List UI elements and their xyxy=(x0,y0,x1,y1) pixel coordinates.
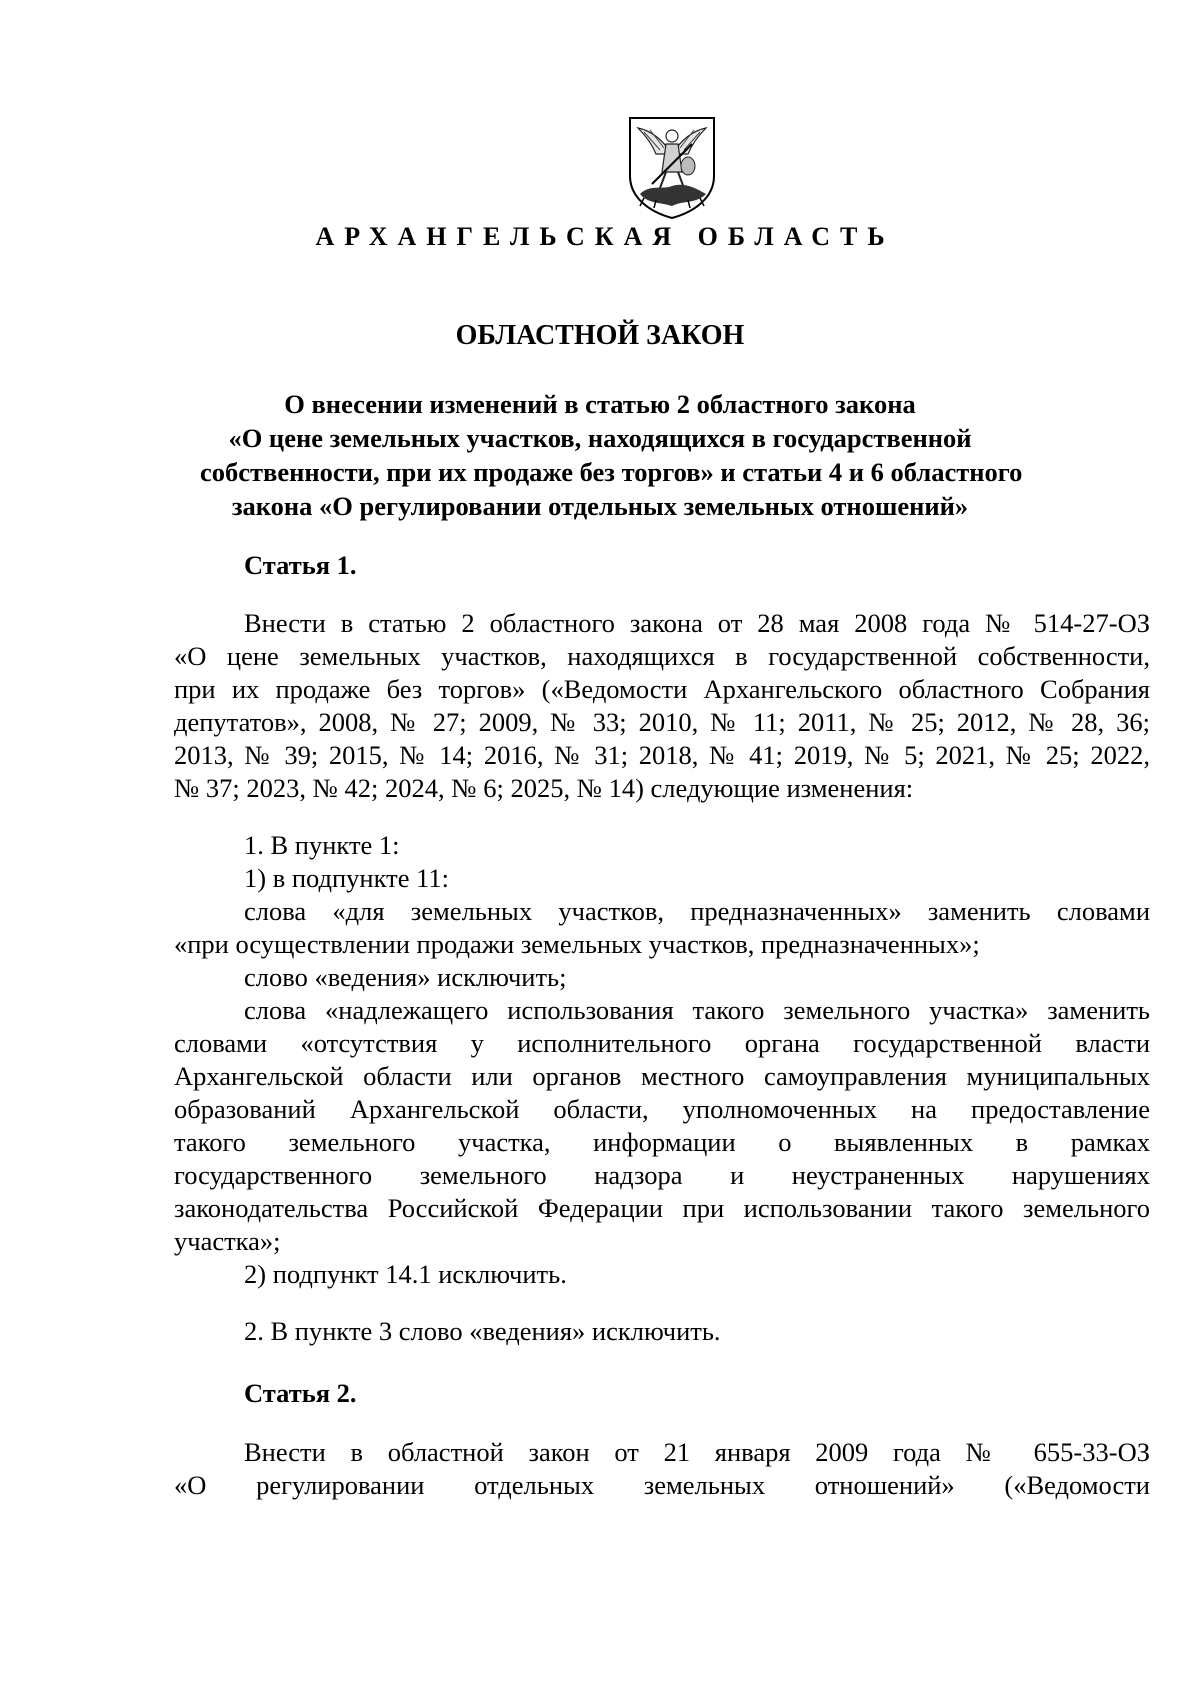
article-1-change-line: слова «для земельных участков, предназначенных» заменить словами xyxy=(244,896,1150,926)
article-1-change-line: государственного земельного надзора и неустраненных нарушениях xyxy=(174,1160,1150,1190)
article-1-change-line: участка»; xyxy=(174,1226,281,1256)
article-1-change-line: такого земельного участка, информации о выявленных в рамках xyxy=(174,1127,1150,1157)
article-1-intro-line: «О цене земельных участков, находящихся в государственной собственности, xyxy=(174,641,1150,671)
article-1-subitem-2: 2) подпункт 14.1 исключить. xyxy=(244,1259,567,1289)
article-1-change-line: словами «отсутствия у исполнительного органа государственной власти xyxy=(174,1028,1150,1058)
article-1-change-line: Архангельской области или органов местного самоуправления муниципальных xyxy=(174,1061,1150,1091)
law-title-line: «О цене земельных участков, находящихся в государственной xyxy=(228,423,972,453)
region-name: АРХАНГЕЛЬСКАЯ ОБЛАСТЬ xyxy=(315,222,895,251)
article-1-subitem-1: 1) в подпункте 11: xyxy=(244,863,449,893)
article-1-item-1: 1. В пункте 1: xyxy=(244,830,400,860)
article-1-intro-line: 2013, № 39; 2015, № 14; 2016, № 31; 2018, № 41; 2019, № 5; 2021, № 25; 2022, xyxy=(174,740,1150,770)
article-1-intro-line: при их продаже без торгов» («Ведомости Архангельского областного Собрания xyxy=(174,674,1150,704)
article-1-change-line: слова «надлежащего использования такого земельного участка» заменить xyxy=(244,995,1150,1025)
article-1-change-line: слово «ведения» исключить; xyxy=(244,962,567,992)
article-2-intro-line: «О регулировании отдельных земельных отношений» («Ведомости xyxy=(174,1470,1150,1500)
law-title-line: собственности, при их продаже без торгов» и статьи 4 и 6 областного xyxy=(200,457,1023,487)
law-type-heading: ОБЛАСТНОЙ ЗАКОН xyxy=(455,320,745,351)
article-2-intro-line: Внести в областной закон от 21 января 2009 года № 655-33-ОЗ xyxy=(244,1437,1150,1467)
article-1-change-line: «при осуществлении продажи земельных участков, предназначенных»; xyxy=(174,929,980,959)
article-1-change-line: законодательства Российской Федерации при использовании такого земельного xyxy=(174,1193,1150,1223)
article-2-heading: Статья 2. xyxy=(244,1378,357,1408)
law-title-line: закона «О регулировании отдельных земельных отношений» xyxy=(231,491,969,521)
coat-of-arms-icon xyxy=(626,114,718,220)
article-1-intro-line: № 37; 2023, № 42; 2024, № 6; 2025, № 14) следующие изменения: xyxy=(174,773,914,803)
article-1-intro-line: Внести в статью 2 областного закона от 28 мая 2008 года № 514-27-ОЗ xyxy=(244,608,1150,638)
article-1-heading: Статья 1. xyxy=(244,550,357,580)
law-title xyxy=(200,387,1023,523)
article-1-intro-line: депутатов», 2008, № 27; 2009, № 33; 2010, № 11; 2011, № 25; 2012, № 28, 36; xyxy=(174,707,1150,737)
article-1-item-2: 2. В пункте 3 слово «ведения» исключить. xyxy=(244,1316,721,1346)
article-1-change-line: образований Архангельской области, уполномоченных на предоставление xyxy=(174,1094,1150,1124)
law-title-line: О внесении изменений в статью 2 областного закона xyxy=(284,389,916,419)
